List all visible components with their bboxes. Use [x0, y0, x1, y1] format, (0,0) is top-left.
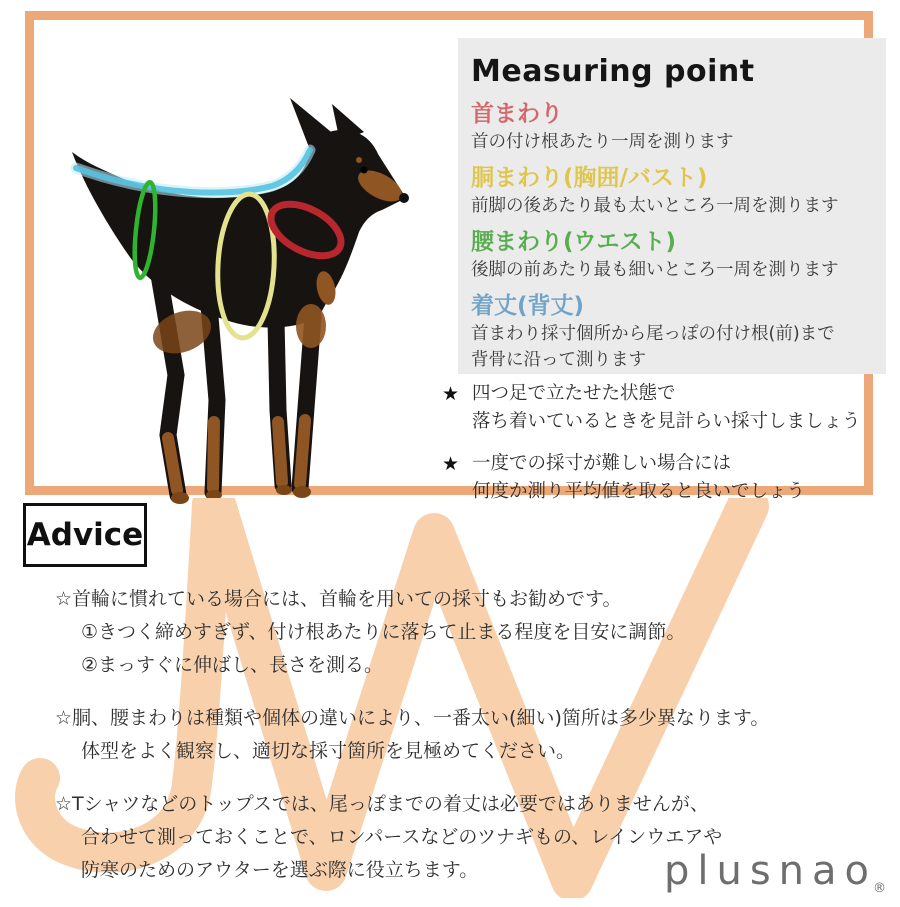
neck-heading: 首まわり	[471, 101, 563, 127]
chest-heading: 胴まわり(胸囲/バスト)	[471, 165, 708, 191]
neck-desc: 首の付け根あたり一周を測ります	[471, 132, 734, 152]
star-icon: ★	[442, 383, 460, 405]
advice-line: ①きつく締めすぎず、付け根あたりに落ちて止まる程度を目安に調節。	[81, 621, 686, 643]
back-length-desc-line1: 首まわり採寸個所から尾っぽの付け根(前)まで	[471, 324, 835, 344]
advice-line: 防寒のためのアウターを選ぶ際に役立ちます。	[81, 859, 479, 881]
advice-line: ☆首輪に慣れている場合には、首輪を用いての採寸もお勧めです。	[55, 588, 622, 610]
registered-mark: ®	[873, 881, 886, 896]
back-length-desc-line2: 背骨に沿って測ります	[471, 350, 646, 370]
advice-box	[23, 503, 147, 567]
back-length-heading: 着丈(背丈)	[471, 293, 585, 319]
star-icon: ★	[442, 453, 460, 475]
panel-title: Measuring point	[471, 54, 755, 89]
note-line: 落ち着いているときを見計らい採寸しましょう	[472, 411, 861, 432]
advice-line: 体型をよく観察し、適切な採寸箇所を見極めてください。	[81, 740, 576, 762]
advice-paragraph-girth	[55, 702, 865, 768]
waist-heading: 腰まわり(ウエスト)	[471, 229, 677, 255]
advice-label: Advice	[26, 517, 144, 553]
note-line: 何度か測り平均値を取ると良いでしょう	[472, 481, 806, 502]
advice-line: ②まっすぐに伸ばし、長さを測る。	[81, 654, 384, 676]
advice-paragraph-collar	[55, 583, 865, 682]
advice-line: ☆胴、腰まわりは種類や個体の違いにより、一番太い(細い)箇所は多少異なります。	[55, 707, 770, 729]
plusnao-logo	[630, 848, 890, 894]
logo-text: plusnao	[663, 848, 877, 894]
note-line: 四つ足で立たせた状態で	[472, 383, 676, 404]
advice-line: 合わせて測っておくことで、ロンパースなどのツナギもの、レインウエアや	[81, 826, 723, 848]
chest-desc: 前脚の後あたり最も太いところ一周を測ります	[471, 196, 839, 216]
advice-line: ☆Tシャツなどのトップスでは、尾っぽまでの着丈は必要ではありませんが、	[55, 793, 709, 815]
waist-desc: 後脚の前あたり最も細いところ一周を測ります	[471, 260, 839, 280]
note-line: 一度での採寸が難しい場合には	[472, 453, 732, 474]
